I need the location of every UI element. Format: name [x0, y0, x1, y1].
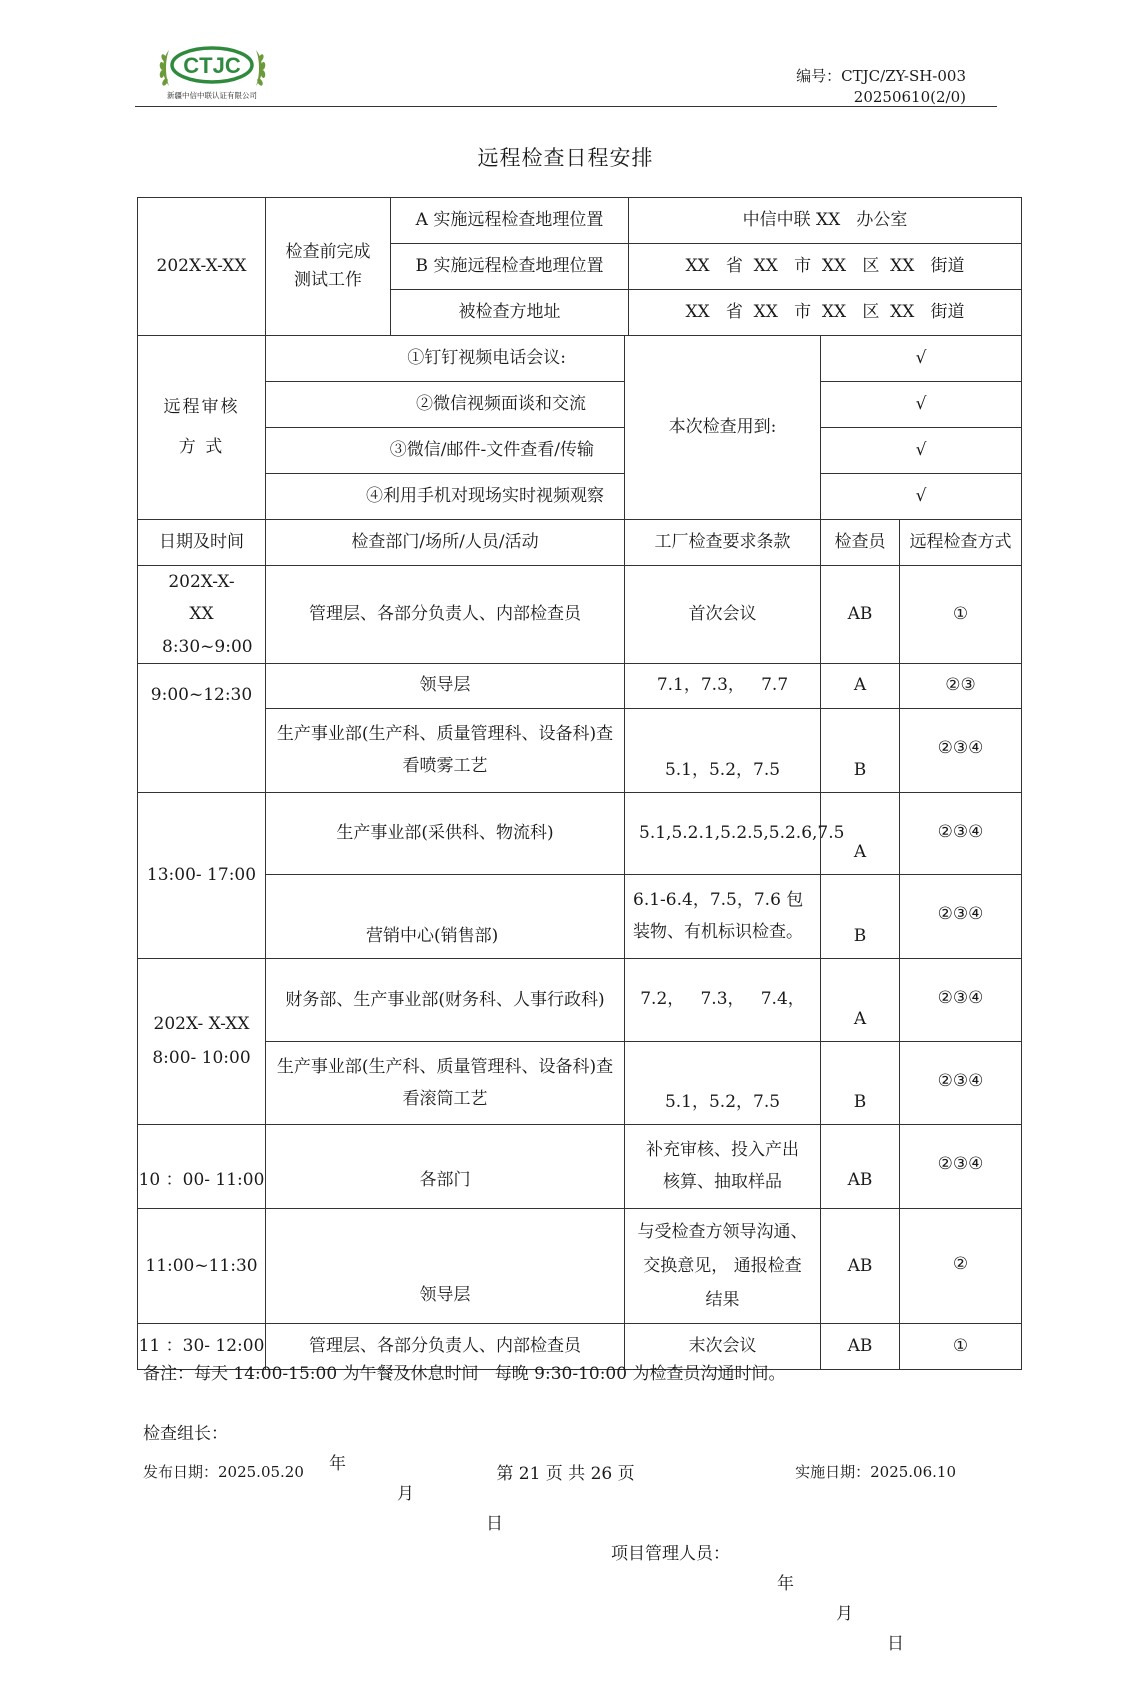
schedule-time: 11:00~11:30 [138, 1208, 266, 1323]
page-number: 第 21 页 共 26 页 [496, 1464, 635, 1484]
document-number: 编号：CTJC/ZY-SH-003 [796, 67, 966, 85]
method-row-4 [138, 474, 1022, 520]
schedule-dept: 生产事业部(采供科、物流科) [266, 792, 625, 874]
schedule-dept: 营销中心(销售部) [266, 874, 625, 958]
schedule-clause: 6.1-6.4，7.5，7.6 包装物、有机标识检查。 [625, 874, 821, 958]
method-2-check: √ [821, 382, 1022, 428]
table-row [138, 663, 1022, 708]
method-row-1 [138, 336, 1022, 382]
schedule-clause: 末次会议 [625, 1323, 821, 1369]
auditee-address-value: XX 省 XX 市 XX 区 XX 街道 [629, 290, 1022, 336]
schedule-clause: 5.1,5.2.1,5.2.5,5.2.6,7.5 [625, 792, 821, 874]
schedule-clause: 与受检查方领导沟通、交换意见， 通报检查结果 [625, 1208, 821, 1323]
method-4-check: √ [821, 474, 1022, 520]
schedule-dept: 生产事业部(生产科、质量管理科、设备科)查看滚筒工艺 [266, 1041, 625, 1124]
schedule-time: 9:00~12:30 [138, 663, 266, 792]
schedule-time: 202X- X-XX 8:00- 10:00 [138, 958, 266, 1124]
method-3-check: √ [821, 428, 1022, 474]
schedule-time: 10 ：00- 11:00 [138, 1124, 266, 1208]
location-a-label: A 实施远程检查地理位置 [391, 198, 629, 244]
schedule-time: 11 ：30- 12:00 [138, 1323, 266, 1369]
column-header-dept: 检查部门/场所/人员/活动 [266, 520, 625, 566]
schedule-clause: 7.1，7.3， 7.7 [625, 663, 821, 708]
document-version: 20250610(2/0) [853, 88, 966, 106]
pre-check-row-a [138, 198, 1022, 244]
company-logo [155, 38, 270, 104]
schedule-auditor: B [821, 708, 900, 792]
column-header-date: 日期及时间 [138, 520, 266, 566]
pre-check-date: 202X-X-XX [138, 198, 266, 336]
schedule-clause: 补充审核、投入产出核算、抽取样品 [625, 1124, 821, 1208]
schedule-mode: ②③④ [900, 792, 1022, 874]
schedule-clause: 7.2， 7.3， 7.4， [625, 958, 821, 1041]
header-divider [135, 106, 997, 107]
method-row-2 [138, 382, 1022, 428]
table-row [138, 874, 1022, 958]
schedule-clause: 首次会议 [625, 566, 821, 664]
schedule-dept: 各部门 [266, 1124, 625, 1208]
method-2-text: ②微信视频面谈和交流 [266, 382, 625, 428]
page-title: 远程检查日程安排 [477, 146, 654, 170]
schedule-auditor: A [821, 792, 900, 874]
schedule-time: 202X-X-XX 8:30~9:00 [138, 566, 266, 664]
table-row [138, 792, 1022, 874]
leader-year: 年 [329, 1454, 346, 1474]
schedule-mode: ① [900, 566, 1022, 664]
manager-month: 月 [836, 1604, 853, 1624]
manager-day: 日 [887, 1634, 904, 1654]
method-row-3 [138, 428, 1022, 474]
schedule-mode: ②③④ [900, 708, 1022, 792]
schedule-auditor: AB [821, 1323, 900, 1369]
schedule-auditor: A [821, 958, 900, 1041]
schedule-mode: ②③④ [900, 1124, 1022, 1208]
schedule-dept: 管理层、各部分负责人、内部检查员 [266, 1323, 625, 1369]
location-b-label: B 实施远程检查地理位置 [391, 244, 629, 290]
schedule-dept: 财务部、生产事业部(财务科、人事行政科) [266, 958, 625, 1041]
manager-year: 年 [777, 1574, 794, 1594]
column-header-auditor: 检查员 [821, 520, 900, 566]
leader-day: 日 [486, 1514, 503, 1534]
implement-date: 实施日期：2025.06.10 [795, 1463, 956, 1481]
column-header-clause: 工厂检查要求条款 [625, 520, 821, 566]
auditee-address-label: 被检查方地址 [391, 290, 629, 336]
schedule-auditor: B [821, 874, 900, 958]
schedule-dept: 领导层 [266, 1208, 625, 1323]
leader-month: 月 [397, 1484, 414, 1504]
schedule-dept: 生产事业部(生产科、质量管理科、设备科)查看喷雾工艺 [266, 708, 625, 792]
schedule-auditor: AB [821, 566, 900, 664]
methods-used-label: 本次检查用到: [625, 336, 821, 520]
schedule-time: 13:00- 17:00 [138, 792, 266, 958]
schedule-mode: ②③ [900, 663, 1022, 708]
schedule-mode: ② [900, 1208, 1022, 1323]
schedule-mode: ① [900, 1323, 1022, 1369]
column-header-mode: 远程检查方式 [900, 520, 1022, 566]
method-1-check: √ [821, 336, 1022, 382]
schedule-mode: ②③④ [900, 874, 1022, 958]
document-number-block [796, 66, 966, 108]
schedule-auditor: AB [821, 1124, 900, 1208]
table-row [138, 708, 1022, 792]
remark-text: 备注：每天 14:00-15:00 为午餐及休息时间 每晚 9:30-10:00 为检查员沟通时间。 [143, 1364, 786, 1384]
manager-signature-label: 项目管理人员： [611, 1544, 730, 1564]
schedule-clause: 5.1，5.2，7.5 [625, 1041, 821, 1124]
table-row [138, 566, 1022, 664]
logo-text: CTJC [183, 53, 241, 78]
schedule-auditor: AB [821, 1208, 900, 1323]
method-1-text: ①钉钉视频电话会议: [266, 336, 625, 382]
leader-signature-label: 检查组长： [143, 1424, 228, 1444]
table-row [138, 1208, 1022, 1323]
location-b-value: XX 省 XX 市 XX 区 XX 街道 [629, 244, 1022, 290]
schedule-dept: 领导层 [266, 663, 625, 708]
schedule-mode: ②③④ [900, 958, 1022, 1041]
table-row [138, 958, 1022, 1041]
schedule-dept: 管理层、各部分负责人、内部检查员 [266, 566, 625, 664]
method-3-text: ③微信/邮件-文件查看/传输 [266, 428, 625, 474]
schedule-auditor: B [821, 1041, 900, 1124]
publish-date: 发布日期：2025.05.20 [143, 1463, 304, 1481]
pre-check-task: 检查前完成测试工作 [266, 198, 391, 336]
schedule-clause: 5.1，5.2，7.5 [625, 708, 821, 792]
method-4-text: ④利用手机对现场实时视频观察 [266, 474, 625, 520]
logo-company-name: 新疆中信中联认证有限公司 [167, 91, 257, 100]
table-row [138, 1041, 1022, 1124]
schedule-table [137, 197, 1022, 1370]
table-header-row [138, 520, 1022, 566]
remote-method-label: 远程审核方 式 [138, 336, 266, 520]
schedule-auditor: A [821, 663, 900, 708]
table-row [138, 1124, 1022, 1208]
location-a-value: 中信中联 XX 办公室 [629, 198, 1022, 244]
schedule-mode: ②③④ [900, 1041, 1022, 1124]
